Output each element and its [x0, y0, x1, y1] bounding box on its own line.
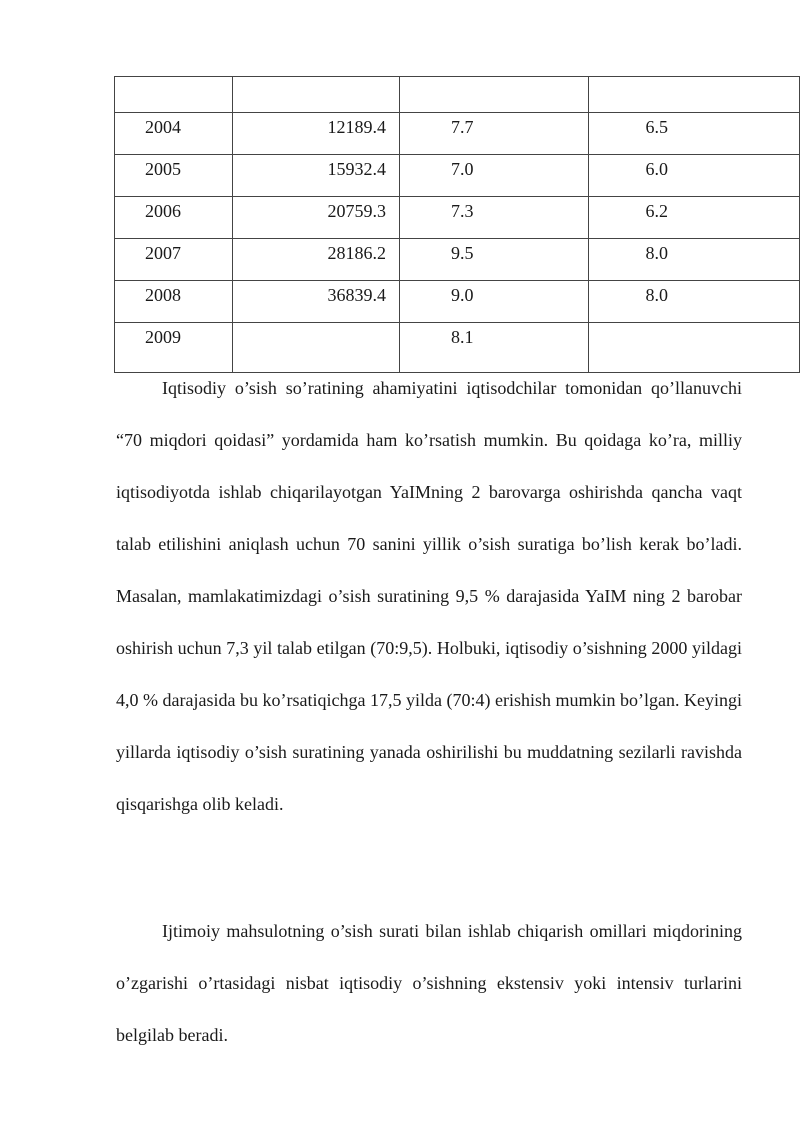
cell-text: 8.1 — [450, 327, 474, 347]
table-cell — [589, 155, 800, 197]
table-row — [115, 77, 800, 113]
table-cell — [589, 77, 800, 113]
cell-text: 12189.4 — [327, 117, 386, 137]
cell-text: 9.0 — [450, 285, 474, 305]
cell-text: 20759.3 — [327, 201, 386, 221]
cell-text: 6.2 — [645, 201, 668, 221]
cell-text: 9.5 — [450, 243, 474, 263]
paragraph-growth-types: Ijtimoiy mahsulotning o’sish surati bilan ishlab chiqarish omillari miqdorining o’zgarishi o’rtasidagi nisbat iqtisodiy o’sishning ekstensiv yoki intensiv turlarini belgilab beradi. — [116, 921, 742, 1045]
table-row — [115, 197, 800, 239]
table-cell — [115, 239, 233, 281]
table-cell — [233, 281, 400, 323]
table-cell — [589, 281, 800, 323]
cell-text: 2007 — [145, 243, 181, 263]
cell-text: 6.0 — [645, 159, 668, 179]
table-cell — [233, 155, 400, 197]
cell-text: 8.0 — [645, 243, 668, 263]
table-cell — [115, 197, 233, 239]
table-cell — [233, 113, 400, 155]
cell-text: 2005 — [145, 159, 181, 179]
table-cell — [233, 239, 400, 281]
cell-text: 2008 — [145, 285, 181, 305]
table-cell — [589, 239, 800, 281]
table-cell — [399, 77, 589, 113]
cell-text: 7.3 — [450, 201, 474, 221]
table-cell — [399, 197, 589, 239]
table-cell — [399, 281, 589, 323]
cell-text: 2006 — [145, 201, 181, 221]
cell-text: 8.0 — [645, 285, 668, 305]
cell-text: 6.5 — [645, 117, 668, 137]
cell-text: 28186.2 — [327, 243, 386, 263]
table-cell — [233, 197, 400, 239]
table-cell — [589, 197, 800, 239]
table-cell — [399, 155, 589, 197]
cell-text: 7.0 — [450, 159, 474, 179]
table-cell — [589, 113, 800, 155]
table-row — [115, 281, 800, 323]
cell-text: 7.7 — [450, 117, 474, 137]
table-row — [115, 239, 800, 281]
table-row — [115, 113, 800, 155]
table-cell — [399, 239, 589, 281]
table-cell — [115, 155, 233, 197]
table-body — [115, 77, 800, 373]
table-cell — [115, 281, 233, 323]
table-cell — [115, 77, 233, 113]
table-cell — [399, 113, 589, 155]
cell-text: 2004 — [145, 117, 181, 137]
table-cell — [233, 77, 400, 113]
table-row — [115, 155, 800, 197]
cell-text: 2009 — [145, 327, 181, 347]
table-cell — [115, 113, 233, 155]
data-table — [114, 76, 800, 373]
cell-text: 15932.4 — [327, 159, 386, 179]
cell-text: 36839.4 — [327, 285, 386, 305]
paragraph-70-rule: Iqtisodiy o’sish so’ratining ahamiyatini iqtisodchilar tomonidan qo’llanuvchi “70 miqdori qoidasi” yordamida ham ko’rsatish mumkin. Bu qoidaga ko’ra, milliy iqtisodiyotda ishlab chiqarilayotgan YaIMning 2 barovarga oshirishda qancha vaqt talab etilishini aniqlash uchun 70 sanini yillik o’sish suratiga bo’lish kerak bo’ladi. Masalan, mamlakatimizdagi o’sish suratining 9,5 % darajasida YaIM ning 2 barobar oshirish uchun 7,3 yil talab etilgan (70:9,5). Holbuki, iqtisodiy o’sishning 2000 yildagi 4,0 % darajasida bu ko’rsatiqichga 17,5 yilda (70:4) erishish mumkin bo’lgan. Keyingi yillarda iqtisodiy o’sish suratining yanada oshirilishi bu muddatning sezilarli ravishda qisqarishga olib keladi. — [116, 378, 742, 814]
